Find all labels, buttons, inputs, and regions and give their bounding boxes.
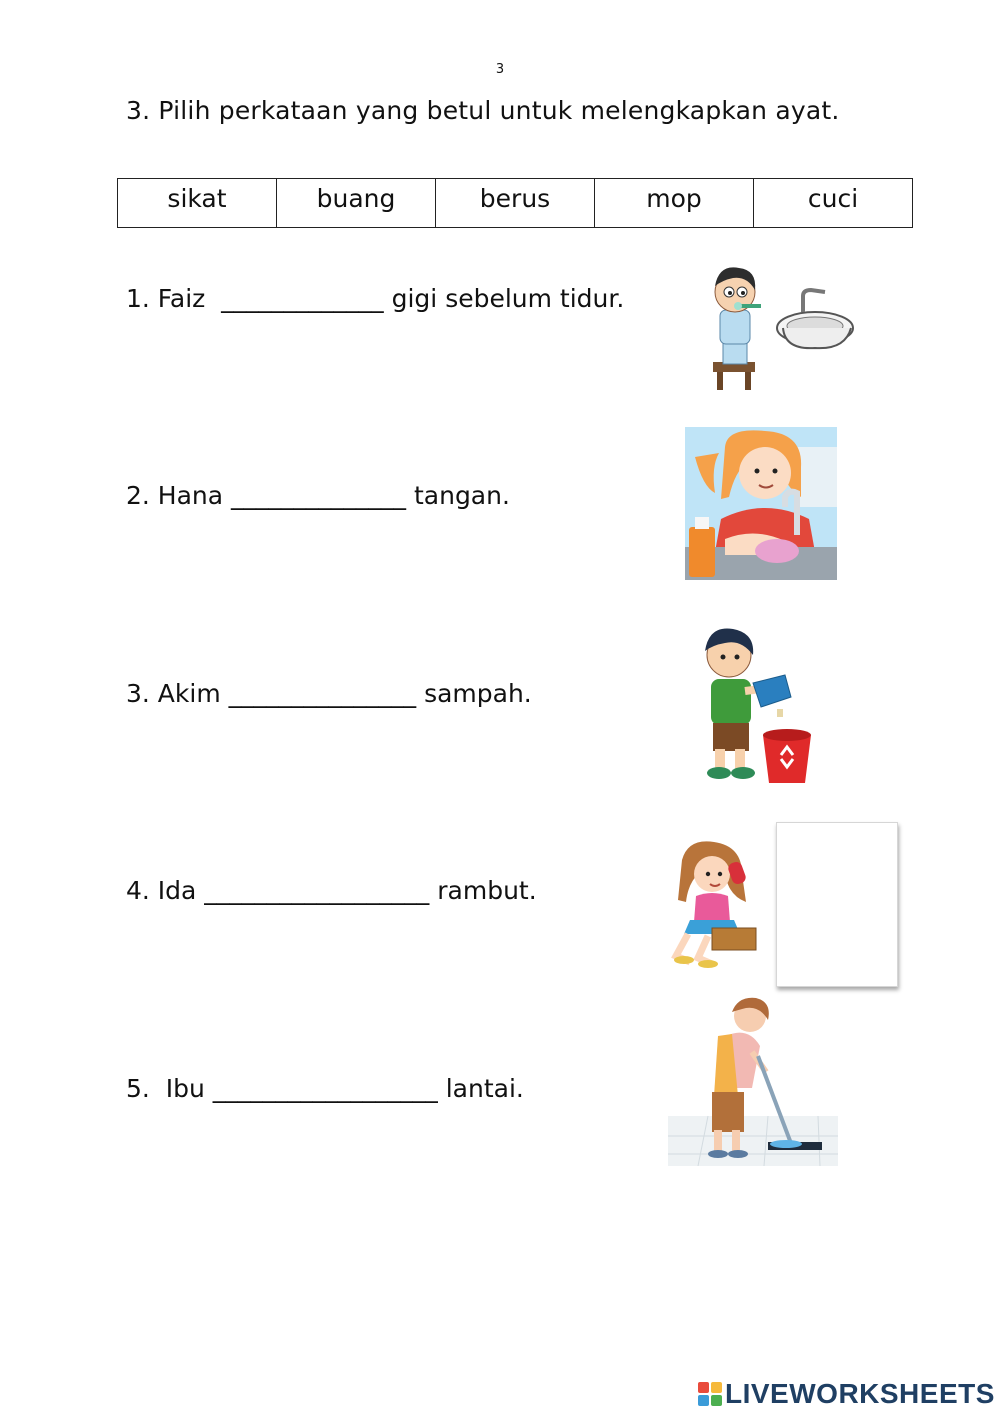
question-2: 2. Hana ______________ tangan.: [126, 481, 510, 510]
boy-brushing-teeth-icon: [695, 262, 860, 392]
instruction-heading: 3. Pilih perkataan yang betul untuk melengkapkan ayat.: [126, 96, 840, 125]
liveworksheets-logo: [698, 1378, 995, 1410]
word-bank-cell-cuci: cuci: [807, 184, 859, 213]
word-bank-cell-sikat: sikat: [118, 179, 277, 227]
girl-combing-hair-icon: [668, 840, 768, 968]
question-1: 1. Faiz _____________ gigi sebelum tidur.: [126, 284, 625, 313]
boy-throwing-trash-icon: [695, 625, 835, 785]
answer-box[interactable]: [776, 822, 898, 987]
girl-washing-hands-icon: [685, 427, 837, 580]
woman-mopping-floor-icon: [668, 996, 838, 1166]
liveworksheets-logo-icon: [698, 1382, 722, 1406]
word-bank-cell-mop: mop: [595, 179, 754, 227]
page-number: 3: [495, 62, 505, 77]
question-3: 3. Akim _______________ sampah.: [126, 679, 532, 708]
word-bank-cell-buang: buang: [277, 179, 436, 227]
question-5: 5. Ibu __________________ lantai.: [126, 1074, 524, 1103]
liveworksheets-brand-name: LIVEWORKSHEETS: [725, 1378, 995, 1409]
question-4: 4. Ida __________________ rambut.: [126, 876, 537, 905]
word-bank-table: [117, 178, 913, 228]
word-bank-cell-berus: berus: [436, 179, 595, 227]
